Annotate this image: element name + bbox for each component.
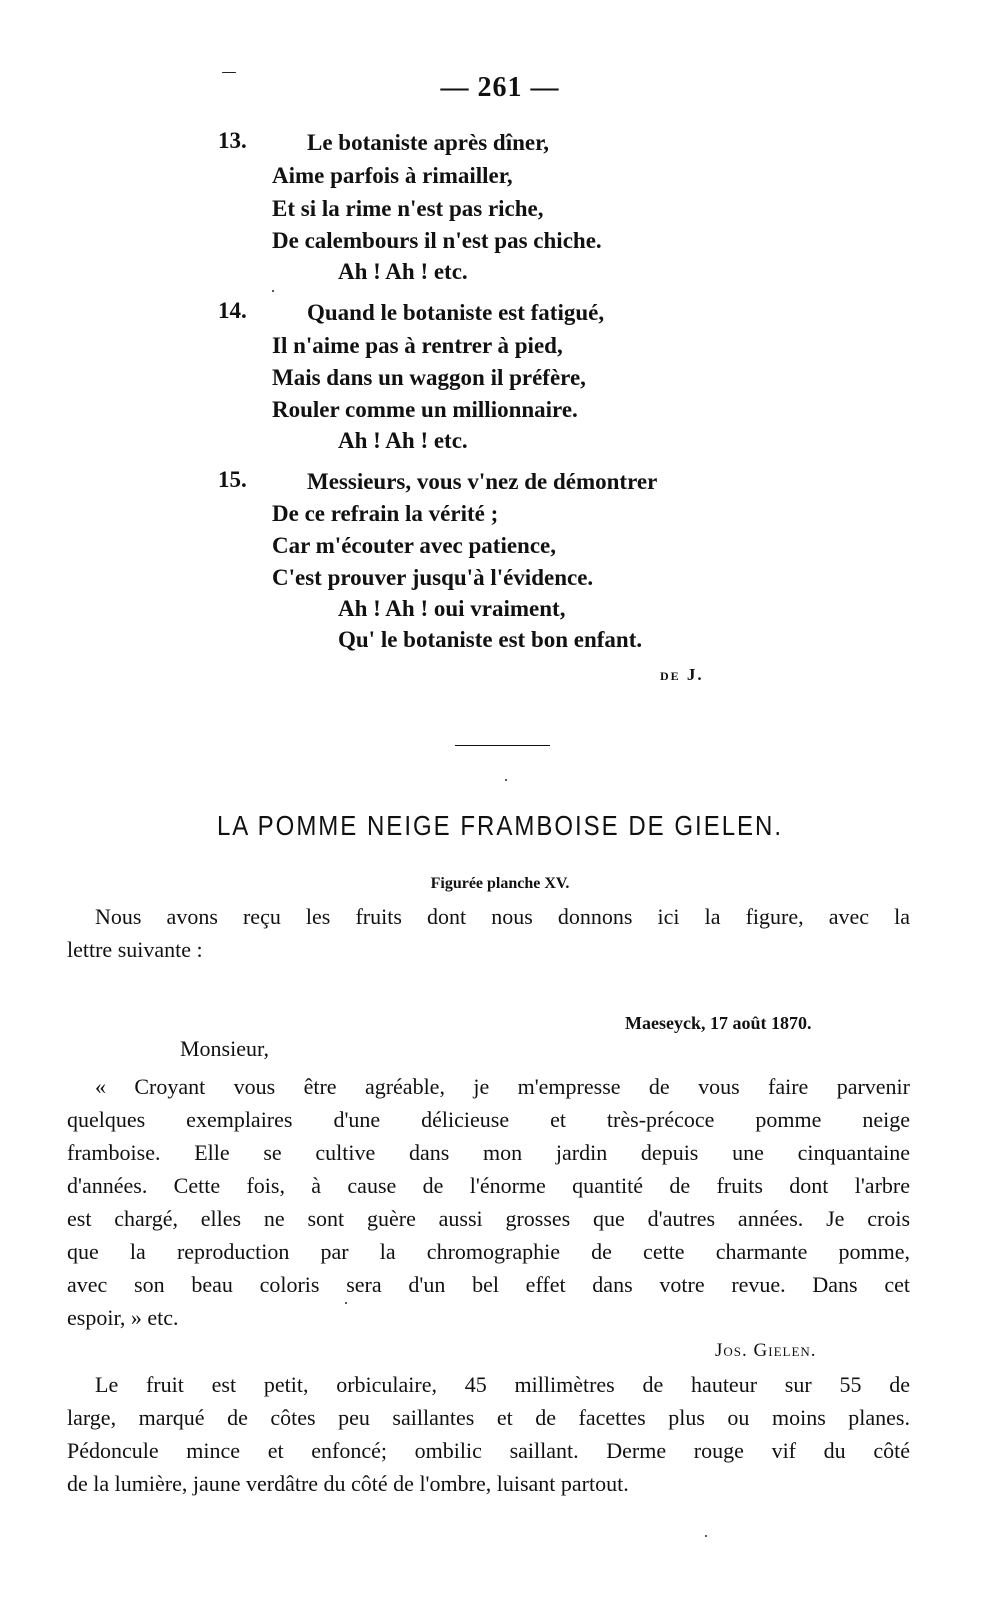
verse-line: Car m'écouter avec patience, [272,533,556,558]
stanza-number: 13. [218,128,247,153]
text-line: avec son beau coloris sera d'un bel effet dans votre revue. Dans cet [67,1272,910,1297]
verse-line: Aime parfois à rimailler, [272,163,513,188]
text-line: que la reproduction par la chromographie de cette charmante pomme, [67,1239,910,1264]
refrain-line: Ah ! Ah ! etc. [338,259,468,284]
stanza-number: 14. [218,298,247,323]
verse-line: De ce refrain la vérité ; [272,501,499,526]
verse-line: Il n'aime pas à rentrer à pied, [272,333,563,358]
stanza-number: 15. [218,467,247,492]
text-line: lettre suivante : [67,937,203,962]
letter-salutation: Monsieur, [180,1036,269,1061]
text-line: Le fruit est petit, orbiculaire, 45 millimètres de hauteur sur 55 de [95,1372,910,1397]
verse-line: Et si la rime n'est pas riche, [272,196,544,221]
text-line: quelques exemplaires d'une délicieuse et très-précoce pomme neige [67,1107,910,1132]
verse-line: Le botaniste après dîner, [307,130,549,155]
text-line: Pédoncule mince et enfoncé; ombilic saillant. Derme rouge vif du côté [67,1438,910,1463]
scan-artifact [272,290,274,292]
refrain-line: Ah ! Ah ! etc. [338,428,468,453]
page-number: — 261 — [440,72,560,103]
article-title: LA POMME NEIGE FRAMBOISE DE GIELEN. [216,810,784,842]
section-divider [455,745,550,746]
text-line: d'années. Cette fois, à cause de l'énorme quantité de fruits dont l'arbre [67,1173,910,1198]
refrain-line: Qu' le botaniste est bon enfant. [338,627,643,652]
text-line: framboise. Elle se cultive dans mon jardin depuis une cinquantaine [67,1140,910,1165]
letter-signature: Jos. Gielen. [715,1340,817,1361]
scan-artifact [345,1302,347,1304]
scan-artifact [705,1535,707,1537]
letter-date: Maeseyck, 17 août 1870. [625,1013,812,1033]
verse-line: De calembours il n'est pas chiche. [272,228,602,253]
verse-line: Quand le botaniste est fatigué, [307,300,605,325]
text-line: est chargé, elles ne sont guère aussi grosses que d'autres années. Je crois [67,1206,910,1231]
text-line: de la lumière, jaune verdâtre du côté de l'ombre, luisant partout. [67,1471,629,1496]
verse-line: Messieurs, vous v'nez de démontrer [307,469,658,494]
verse-line: Rouler comme un millionnaire. [272,397,578,422]
text-line: Nous avons reçu les fruits dont nous donnons ici la figure, avec la [95,904,910,929]
verse-line: Mais dans un waggon il préfère, [272,365,586,390]
scan-artifact [505,779,507,781]
scan-artifact [222,72,236,73]
letter-body [67,1070,910,1334]
text-line: large, marqué de côtes peu saillantes et de facettes plus ou moins planes. [67,1405,910,1430]
intro-paragraph [67,900,910,966]
description-paragraph [67,1368,910,1500]
text-line: « Croyant vous être agréable, je m'empresse de vous faire parvenir [95,1074,910,1099]
text-line: espoir, » etc. [67,1305,179,1330]
song-author: de J. [660,665,704,684]
refrain-line: Ah ! Ah ! oui vraiment, [338,596,566,621]
article-subtitle: Figurée planche XV. [430,875,570,892]
verse-line: C'est prouver jusqu'à l'évidence. [272,565,594,590]
